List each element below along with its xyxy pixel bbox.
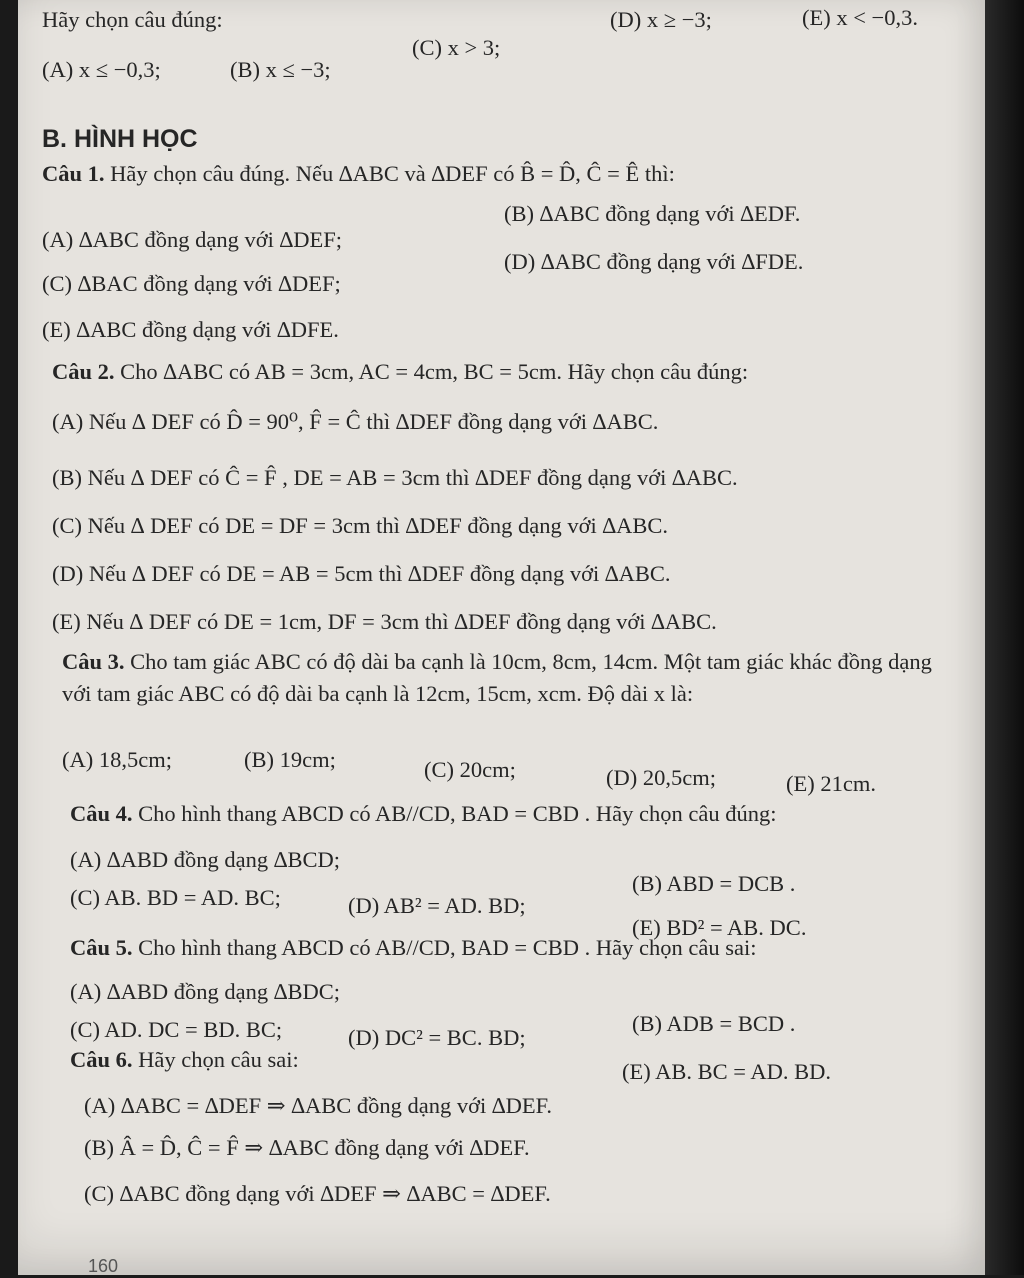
answer-option: (B) Nếu ∆ DEF có Ĉ = F̂ , DE = AB = 3cm thì ∆DEF đồng dạng với ∆ABC.	[52, 465, 738, 490]
question-1	[42, 160, 675, 187]
answer-option: (C) 20cm;	[424, 757, 516, 782]
option-a: (A) x ≤ −0,3;	[42, 57, 161, 82]
answer-option: (D) AB² = AD. BD;	[348, 893, 526, 918]
question-label: Câu 2.	[52, 359, 115, 384]
answer-option: (C) AB. BD = AD. BC;	[70, 885, 281, 910]
question-label: Câu 4.	[70, 801, 133, 826]
answer-option: (D) DC² = BC. BD;	[348, 1025, 526, 1050]
answer-option: (C) AD. DC = BD. BC;	[70, 1017, 283, 1042]
answer-option: (D) Nếu ∆ DEF có DE = AB = 5cm thì ∆DEF đồng dạng với ∆ABC.	[52, 561, 671, 586]
answer-option: (C) ∆ABC đồng dạng với ∆DEF ⇒ ∆ABC = ∆DEF.	[84, 1181, 551, 1206]
answer-option: (D) 20,5cm;	[606, 765, 716, 790]
question-text: Cho hình thang ABCD có AB//CD, BAD = CBD . Hãy chọn câu sai:	[132, 935, 757, 960]
option-b: (B) x ≤ −3;	[230, 57, 331, 82]
answer-option: (E) 21cm.	[786, 771, 876, 796]
question-2	[52, 358, 748, 385]
question-text: Cho ∆ABC có AB = 3cm, AC = 4cm, BC = 5cm. Hãy chọn câu đúng:	[114, 359, 749, 384]
answer-option: (B) ABD = DCB .	[632, 871, 796, 896]
question-3	[62, 646, 962, 710]
answer-option: (B) Â = D̂, Ĉ = F̂ ⇒ ∆ABC đồng dạng với ∆DEF.	[84, 1135, 530, 1160]
answer-option: (E) BD² = AB. DC.	[632, 915, 807, 940]
answer-option: (C) ∆BAC đồng dạng với ∆DEF;	[42, 271, 341, 296]
page-number: 160	[88, 1256, 119, 1276]
question-label: Câu 5.	[70, 935, 133, 960]
answer-option: (A) 18,5cm;	[62, 747, 172, 772]
question-label: Câu 1.	[42, 161, 105, 186]
answer-option: (A) Nếu ∆ DEF có D̂ = 90⁰, F̂ = Ĉ thì ∆DEF đồng dạng với ∆ABC.	[52, 409, 659, 434]
answer-option: (A) ∆ABD đồng dạng ∆BCD;	[70, 847, 341, 872]
section-heading: B. HÌNH HỌC	[42, 125, 198, 153]
question-label: Câu 3.	[62, 649, 125, 674]
answer-option: (B) 19cm;	[244, 747, 336, 772]
answer-option: (E) AB. BC = AD. BD.	[622, 1059, 831, 1084]
answer-option: (B) ADB = BCD .	[632, 1011, 796, 1036]
answer-option: (C) Nếu ∆ DEF có DE = DF = 3cm thì ∆DEF đồng dạng với ∆ABC.	[52, 513, 669, 538]
answer-option: (E) Nếu ∆ DEF có DE = 1cm, DF = 3cm thì ∆DEF đồng dạng với ∆ABC.	[52, 609, 717, 634]
answer-option: (D) ∆ABC đồng dạng với ∆FDE.	[504, 249, 804, 274]
question-text: Hãy chọn câu sai:	[132, 1047, 299, 1072]
book-page	[18, 0, 990, 1275]
answer-option: (A) ∆ABC đồng dạng với ∆DEF;	[42, 227, 343, 252]
question-4	[70, 800, 776, 827]
answer-option: (E) ∆ABC đồng dạng với ∆DFE.	[42, 317, 339, 342]
page-edge-shadow	[985, 0, 1024, 1275]
answer-option: (B) ∆ABC đồng dạng với ∆EDF.	[504, 201, 801, 226]
question-text: Cho tam giác ABC có độ dài ba cạnh là 10cm, 8cm, 14cm. Một tam giác khác đồng dạng với tam giác ABC có độ dài ba cạnh là 12cm, 15cm, xcm. Độ dài x là:	[62, 649, 932, 706]
question-5	[70, 934, 756, 961]
question-prompt: Hãy chọn câu đúng:	[42, 7, 223, 32]
option-d: (D) x ≥ −3;	[610, 7, 712, 32]
question-6	[70, 1046, 299, 1073]
answer-option: (A) ∆ABD đồng dạng ∆BDC;	[70, 979, 341, 1004]
option-c: (C) x > 3;	[412, 35, 501, 60]
question-label: Câu 6.	[70, 1047, 133, 1072]
question-text: Hãy chọn câu đúng. Nếu ∆ABC và ∆DEF có B̂ = D̂, Ĉ = Ê thì:	[104, 161, 675, 186]
question-text: Cho hình thang ABCD có AB//CD, BAD = CBD . Hãy chọn câu đúng:	[132, 801, 777, 826]
answer-option: (A) ∆ABC = ∆DEF ⇒ ∆ABC đồng dạng với ∆DEF.	[84, 1093, 552, 1118]
option-e: (E) x < −0,3.	[802, 5, 918, 30]
